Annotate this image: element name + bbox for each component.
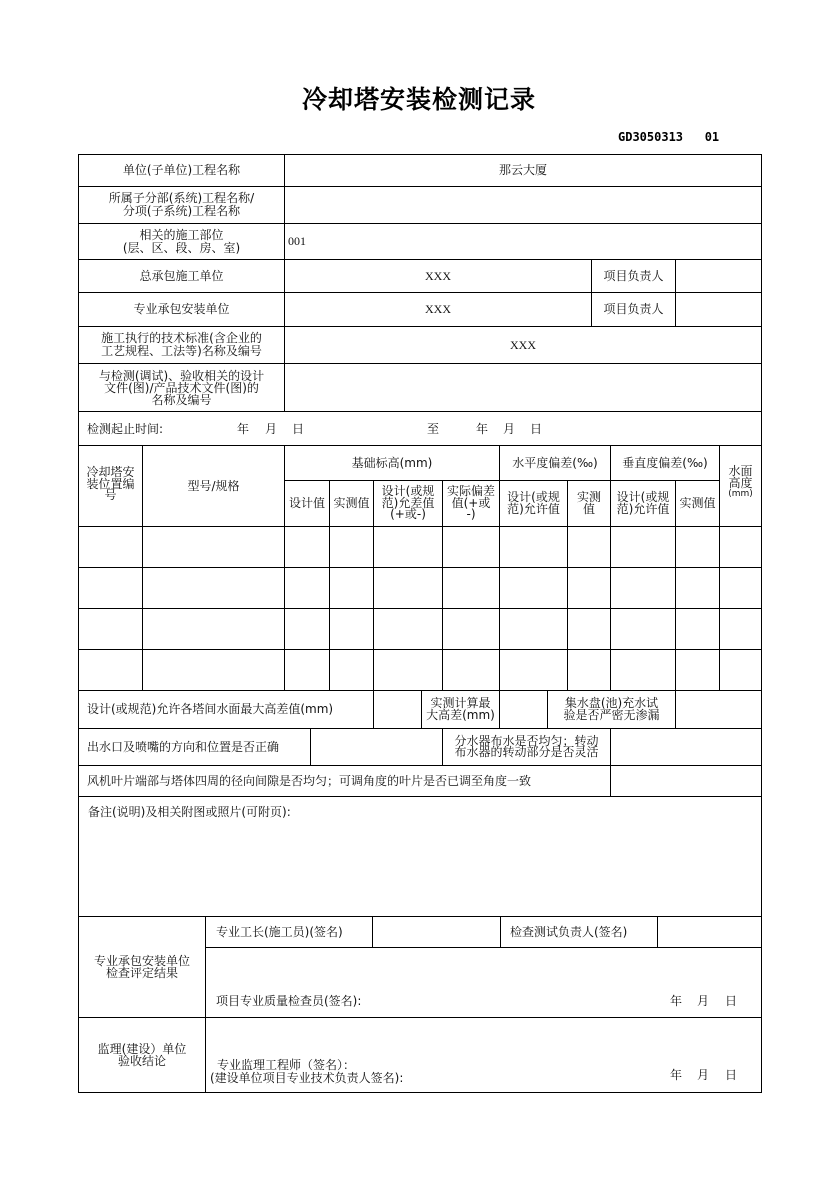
table-cell[interactable] [611,527,676,568]
start-month-unit[interactable]: 月 [265,422,278,436]
supervisor-result-label-line: 监理(建设）单位 [97,1042,187,1056]
header-water-level-line: 高度 [728,475,753,490]
design-docs-value[interactable] [285,364,762,412]
table-cell[interactable] [720,568,762,609]
header-line: 实测 [576,490,601,504]
contractor-result-label [79,917,206,1018]
general-contractor-value[interactable]: XXX [285,260,592,293]
table-cell[interactable] [443,527,500,568]
start-year-unit[interactable]: 年 [237,422,250,436]
location-label-line: 相关的施工部位 [139,227,224,242]
table-cell[interactable] [79,527,143,568]
basin-test-label-line: 集水盘(池)充水试 [564,696,659,710]
distributor-label [443,729,611,766]
header-line: 范)允许值 [507,501,560,516]
header-line: 实际偏差 [446,484,495,499]
qc-date-day: 日 [725,994,738,1008]
end-day-unit[interactable]: 日 [530,422,543,436]
subdivision-value[interactable] [285,187,762,224]
form-code: GD3050313 01 [618,130,720,144]
table-cell[interactable] [676,650,720,691]
supervisor-date-day: 日 [725,1068,738,1082]
table-cell[interactable] [443,609,500,650]
foreman-label: 专业工长(施工员)(签名) [206,917,373,948]
qc-inspector-box[interactable] [206,948,762,1018]
subdivision-label [79,187,285,224]
basin-test-value[interactable] [676,691,762,729]
sub-contractor-value[interactable]: XXX [285,293,592,327]
table-cell[interactable] [676,609,720,650]
header-line: 设计(或规 [381,484,435,499]
header-line: (+或-) [390,507,426,522]
fan-value[interactable] [611,766,762,797]
header-line: 设计(或规 [616,490,670,504]
sub-contractor-pm-label: 项目负责人 [592,293,676,327]
table-cell[interactable] [79,568,143,609]
measured-max-label-line: 大高差(mm) [426,707,495,722]
start-day-unit[interactable]: 日 [292,422,305,436]
distributor-label-line: 分水器布水是否均匀；转动 [454,733,599,748]
header-line: 设计(或规 [507,490,560,504]
supervisor-result-label-line: 验收结论 [117,1054,166,1068]
remarks-label: 备注(说明)及相关附图或照片(可附页): [88,805,291,819]
foreman-signature[interactable] [373,917,501,948]
subdivision-label-line: 分项(子系统)工程名称 [122,204,241,218]
header-foundation-tolerance [374,481,443,527]
header-vertical-group: 垂直度偏差(‰) [611,446,720,481]
header-position-no-line: 冷却塔安 [86,465,135,479]
sub-contractor-pm-value[interactable] [676,293,762,327]
fan-label: 风机叶片端部与塔体四周的径向间隙是否均匀；可调角度的叶片是否已调至角度一致 [79,766,611,797]
basin-test-label-line: 验是否严密无渗漏 [563,707,660,722]
supervisor-date-year: 年 [670,1068,683,1082]
max-diff-label: 设计(或规范)允许各塔间水面最大高差值(mm) [79,691,374,729]
table-cell[interactable] [443,568,500,609]
table-cell[interactable] [374,568,443,609]
contractor-result-label-line: 专业承包安装单位 [93,954,190,968]
supervisor-engineer-label: 专业监理工程师（签名）： [217,1058,356,1072]
table-cell[interactable] [500,650,568,691]
table-cell[interactable] [330,650,374,691]
table-cell[interactable] [720,650,762,691]
standard-label [79,327,285,364]
location-value[interactable]: 001 [285,224,762,260]
table-cell[interactable] [676,568,720,609]
table-cell[interactable] [285,568,330,609]
header-line: 值(+或 [451,495,491,510]
location-label-line: (层、区、段、房、室) [122,240,241,255]
header-model: 型号/规格 [143,446,285,527]
contractor-result-label-line: 检查评定结果 [105,966,178,980]
header-line: -) [466,507,476,522]
header-level-allowed [500,481,568,527]
table-cell[interactable] [143,527,285,568]
table-cell[interactable] [330,609,374,650]
table-cell[interactable] [285,527,330,568]
header-foundation-group: 基础标高(mm) [285,446,500,481]
table-cell[interactable] [374,527,443,568]
unit-name-label: 单位(子单位)工程名称 [79,155,285,187]
table-cell[interactable] [611,568,676,609]
unit-name-value[interactable]: 那云大厦 [285,155,762,187]
table-cell[interactable] [79,650,143,691]
table-cell[interactable] [720,609,762,650]
table-cell[interactable] [676,527,720,568]
header-line: 值 [582,501,595,516]
nozzle-label: 出水口及喷嘴的方向和位置是否正确 [79,729,311,766]
period-to-label: 至 [427,422,440,436]
tester-label: 检查测试负责人(签名) [501,917,658,948]
header-position-no-line: 装位置编 [86,476,135,491]
owner-tech-label: (建设单位项目专业技术负责人签名): [210,1071,404,1085]
table-cell[interactable] [143,650,285,691]
table-cell[interactable] [500,527,568,568]
general-contractor-pm-label: 项目负责人 [592,260,676,293]
basin-test-label [548,691,676,729]
table-cell[interactable] [611,609,676,650]
page-title: 冷却塔安装检测记录 [301,85,536,114]
remarks-box[interactable] [79,797,762,917]
table-cell[interactable] [568,568,611,609]
supervisor-signature-box[interactable] [206,1018,762,1093]
header-level-measured [568,481,611,527]
qc-date-year: 年 [670,994,683,1008]
standard-label-line: 工艺规程、工法等)名称及编号 [101,344,262,358]
header-position-no [79,446,143,527]
subdivision-label-line: 所属子分部(系统)工程名称/ [108,191,255,205]
table-cell[interactable] [568,527,611,568]
table-cell[interactable] [285,650,330,691]
table-cell[interactable] [500,568,568,609]
measured-max-value[interactable] [500,691,548,729]
table-cell[interactable] [374,609,443,650]
max-diff-value[interactable] [374,691,422,729]
table-cell[interactable] [500,609,568,650]
header-level-group: 水平度偏差(‰) [500,446,611,481]
qc-inspector-label: 项目专业质量检查员(签名): [216,994,362,1008]
table-cell[interactable] [374,650,443,691]
standard-label-line: 施工执行的技术标准(含企业的 [101,331,262,345]
header-foundation-measured: 实测值 [330,481,374,527]
end-month-unit[interactable]: 月 [503,422,516,436]
table-cell[interactable] [285,609,330,650]
qc-date-month: 月 [697,994,710,1008]
measured-max-label-line: 实测计算最 [430,696,491,710]
header-vertical-allowed [611,481,676,527]
general-contractor-label: 总承包施工单位 [79,260,285,293]
location-label [79,224,285,260]
table-cell[interactable] [330,527,374,568]
test-period-label: 检测起止时间: [87,422,164,436]
design-docs-label [79,364,285,412]
general-contractor-pm-value[interactable] [676,260,762,293]
standard-value[interactable]: XXX [285,327,762,364]
table-cell[interactable] [611,650,676,691]
table-cell[interactable] [568,609,611,650]
design-docs-label-line: 文件(图)/产品技术文件(图)的 [104,380,259,395]
table-cell[interactable] [568,650,611,691]
table-cell[interactable] [443,650,500,691]
header-line: 范)允许值 [616,501,670,516]
distributor-label-line: 布水器的转动部分是否灵活 [454,745,599,759]
sub-contractor-label: 专业承包安装单位 [79,293,285,327]
table-cell[interactable] [720,527,762,568]
nozzle-value[interactable] [311,729,443,766]
header-foundation-deviation [443,481,500,527]
design-docs-label-line: 与检测(调试)、验收相关的设计 [98,368,265,383]
measured-max-label [422,691,500,729]
header-line: 范)允差值 [381,495,435,510]
supervisor-date-month: 月 [697,1068,710,1082]
table-cell[interactable] [79,609,143,650]
table-cell[interactable] [143,609,285,650]
header-water-level-unit: (mm) [728,489,753,499]
table-cell[interactable] [143,568,285,609]
header-water-level-line: 水面 [728,464,753,478]
end-year-unit[interactable]: 年 [476,422,489,436]
test-period-row [79,412,762,446]
distributor-value[interactable] [611,729,762,766]
header-vertical-measured: 实测值 [676,481,720,527]
header-water-level [720,446,762,527]
table-cell[interactable] [330,568,374,609]
header-position-no-line: 号 [104,488,117,502]
header-foundation-design: 设计值 [285,481,330,527]
supervisor-result-label [79,1018,206,1093]
design-docs-label-line: 名称及编号 [151,392,212,407]
inspection-form-table [78,154,762,1093]
tester-signature[interactable] [658,917,762,948]
